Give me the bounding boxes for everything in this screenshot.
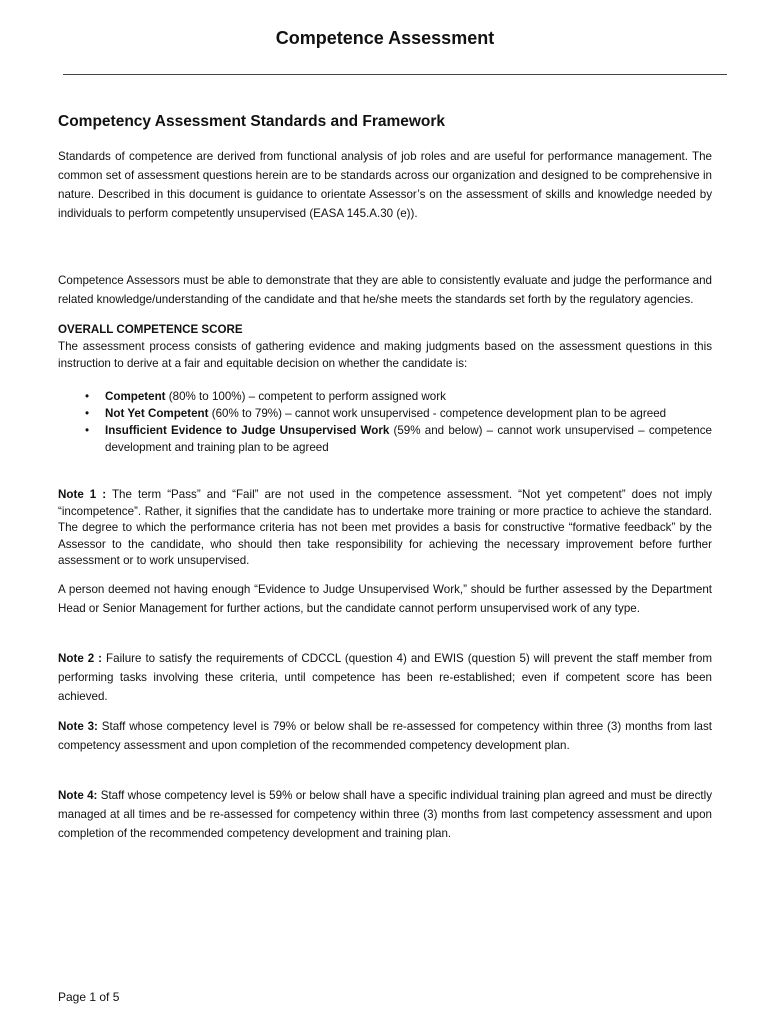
- competence-levels-list: [58, 388, 712, 456]
- note-text: Staff whose competency level is 59% or below shall have a specific individual training plan agreed and must be directly managed at all times and be re-assessed for competency within three (3) months from last competency assessment and upon completion of the recommended competency development and training plan.: [58, 789, 712, 840]
- page-number: Page 1 of 5: [58, 990, 120, 1004]
- note-4: [58, 786, 712, 843]
- note-text: Staff whose competency level is 79% or below shall be re-assessed for competency within three (3) months from last competency assessment and upon completion of the recommended competency development plan.: [58, 720, 712, 752]
- note-text: Failure to satisfy the requirements of CDCCL (question 4) and EWIS (question 5) will prevent the staff member from performing tasks involving these criteria, until competence has been re-established; even if competent score has been achieved.: [58, 652, 712, 703]
- bullet-term: Competent: [105, 390, 166, 403]
- bullet-text: (59% and below) – cannot work unsupervised – competence development and training plan to be agreed: [105, 424, 712, 454]
- bullet-term: Insufficient Evidence to Judge Unsupervised Work: [105, 424, 390, 437]
- score-section: [58, 321, 712, 372]
- note-3: [58, 717, 712, 755]
- score-text: The assessment process consists of gathering evidence and making judgments based on the assessment questions in this instruction to derive at a fair and equitable decision on whether the candidate is:: [58, 340, 712, 370]
- bullet-icon: •: [85, 407, 90, 420]
- document-title: Competence Assessment: [275, 28, 495, 48]
- note-label: Note 1 :: [58, 488, 107, 501]
- note-2: [58, 649, 712, 706]
- note-label: Note 2 :: [58, 652, 103, 665]
- section-heading: Competency Assessment Standards and Framework: [58, 113, 446, 130]
- note-1: [58, 487, 712, 570]
- bullet-icon: •: [85, 424, 90, 437]
- deemed-paragraph: A person deemed not having enough “Evidence to Judge Unsupervised Work,” should be further assessed by the Department Head or Senior Management for further actions, but the candidate cannot perform unsupervised work of any type.: [58, 583, 712, 615]
- intro-paragraph: Standards of competence are derived from functional analysis of job roles and are useful for performance management. The common set of assessment questions herein are to be standards across our organization and designed to be comprehensive in nature. Described in this document is guidance to orientate Assessor’s on the assessment of skills and knowledge needed by individuals to perform competently unsupervised (EASA 145.A.30 (e)).: [58, 150, 712, 220]
- bullet-text: (80% to 100%) – competent to perform assigned work: [165, 390, 446, 403]
- bullet-text: (60% to 79%) – cannot work unsupervised - competence development plan to be agreed: [208, 407, 667, 420]
- note-text: The term “Pass” and “Fail” are not used in the competence assessment. “Not yet competent” does not imply “incompetence”. Rather, it signifies that the candidate has to undertake more training or more practice to achieve the standard. The degree to which the performance criteria has not been met provides a basis for constructive “formative feedback” by the Assessor to the candidate, who should then take responsibility for achieving the necessary improvement before further assessment or to work unsupervised.: [58, 488, 713, 567]
- list-item: [58, 405, 712, 422]
- bullet-icon: •: [85, 390, 90, 403]
- bullet-term: Not Yet Competent: [105, 407, 209, 420]
- note-label: Note 3:: [58, 720, 98, 733]
- title-divider: [63, 74, 727, 75]
- score-heading: OVERALL COMPETENCE SCORE: [58, 323, 243, 336]
- list-item: [58, 422, 712, 456]
- list-item: [58, 388, 712, 405]
- assessors-paragraph: Competence Assessors must be able to demonstrate that they are able to consistently evaluate and judge the performance and related knowledge/understanding of the candidate and that he/she meets the standards set forth by the regulatory agencies.: [58, 274, 712, 306]
- note-label: Note 4:: [58, 789, 98, 802]
